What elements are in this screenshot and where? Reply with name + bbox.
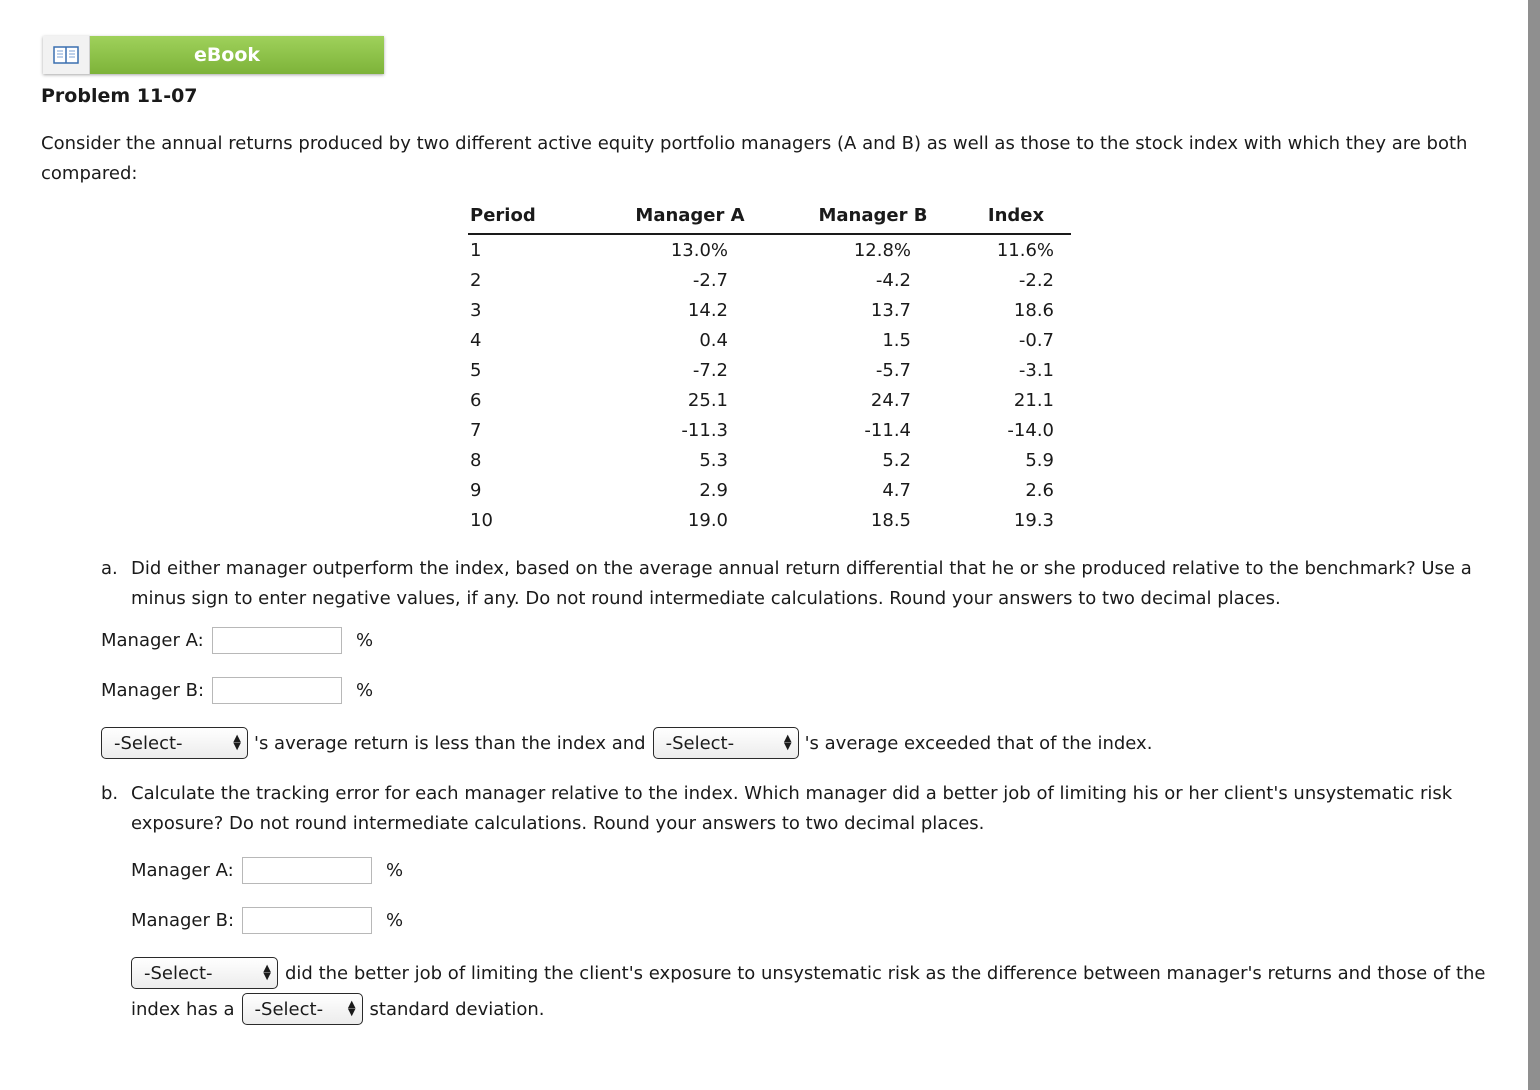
select-arrows-icon: ▲ ▼: [783, 733, 792, 752]
cell-manager-a: 13.0%: [670, 239, 728, 261]
part-a-select-2[interactable]: [653, 727, 799, 759]
part-b-marker: b.: [101, 783, 119, 804]
select-arrows-icon: ▲ ▼: [233, 733, 241, 752]
cell-manager-b-cell: [785, 475, 961, 505]
cell-manager-b: 18.5: [870, 509, 911, 531]
cell-index-cell: [961, 295, 1071, 325]
cell-manager-b: -4.2: [875, 269, 911, 291]
header-manager-a: Manager A: [595, 205, 785, 234]
part-a-manager-b-row: [101, 677, 373, 704]
cell-manager-a: 5.3: [699, 449, 728, 471]
part-b-text: Calculate the tracking error for each manager relative to the index. Which manager did a better job of limiting his or her client's unsystematic risk exposure? Do not round intermediate calculations. Round your answers to two decimal places.: [131, 783, 1453, 834]
returns-table: [468, 205, 1071, 535]
part-b-select-line-2: [131, 993, 545, 1025]
cell-manager-b-cell: [785, 234, 961, 265]
cell-manager-b-cell: [785, 325, 961, 355]
cell-period: 4: [470, 329, 482, 351]
part-a-question: [101, 554, 1501, 614]
part-b-select-1[interactable]: [131, 957, 278, 989]
cell-index: 18.6: [1013, 299, 1054, 321]
cell-manager-a: -7.2: [692, 359, 728, 381]
select-value: -Select-: [114, 732, 183, 754]
part-b-manager-a-row: [131, 857, 403, 884]
cell-manager-a-cell: [595, 234, 785, 265]
part-a-select-line: [101, 727, 1152, 759]
part-b-manager-b-input[interactable]: [242, 907, 372, 934]
cell-manager-a: 19.0: [687, 509, 728, 531]
part-b-select-2[interactable]: [242, 993, 363, 1025]
table-row: [468, 295, 1071, 325]
cell-manager-b: 12.8%: [853, 239, 911, 261]
table-row: [468, 234, 1071, 265]
cell-index: 19.3: [1013, 509, 1054, 531]
table-row: [468, 475, 1071, 505]
table-row: [468, 355, 1071, 385]
open-book-icon: [43, 36, 90, 74]
cell-period: 1: [470, 239, 482, 261]
problem-title: Problem 11-07: [41, 85, 198, 107]
part-a-text-after-select-1: 's average return is less than the index and: [254, 732, 646, 754]
cell-period: 8: [470, 449, 482, 471]
cell-manager-b-cell: [785, 295, 961, 325]
select-value: -Select-: [254, 998, 324, 1020]
cell-index: -2.2: [1018, 269, 1054, 291]
header-manager-b: Manager B: [785, 205, 961, 234]
header-period: Period: [468, 205, 595, 234]
cell-index: -14.0: [1007, 419, 1054, 441]
cell-manager-b: -11.4: [864, 419, 911, 441]
select-arrows-icon: ▲ ▼: [263, 963, 271, 982]
cell-index: -3.1: [1018, 359, 1054, 381]
cell-manager-a-cell: [595, 325, 785, 355]
cell-index: 11.6%: [996, 239, 1054, 261]
cell-index-cell: [961, 445, 1071, 475]
header-index: Index: [961, 205, 1071, 234]
cell-index-cell: [961, 234, 1071, 265]
cell-period: 2: [470, 269, 482, 291]
cell-manager-b: 5.2: [882, 449, 911, 471]
percent-unit: %: [356, 680, 374, 701]
table-row: [468, 445, 1071, 475]
select-arrows-icon: ▲ ▼: [347, 999, 356, 1018]
cell-period: 5: [470, 359, 482, 381]
select-value: -Select-: [665, 732, 735, 754]
cell-manager-b: -5.7: [875, 359, 911, 381]
cell-manager-a: 14.2: [687, 299, 728, 321]
cell-manager-a: 2.9: [699, 479, 728, 501]
scrollbar-track[interactable]: [1528, 0, 1540, 1090]
cell-manager-a: 0.4: [699, 329, 728, 351]
cell-manager-a: 25.1: [687, 389, 728, 411]
cell-manager-b-cell: [785, 445, 961, 475]
cell-manager-a-cell: [595, 265, 785, 295]
table-row: [468, 385, 1071, 415]
cell-manager-a: -11.3: [681, 419, 728, 441]
part-b-manager-b-row: [131, 907, 403, 934]
cell-manager-b: 1.5: [882, 329, 911, 351]
table-row: [468, 265, 1071, 295]
cell-manager-b-cell: [785, 385, 961, 415]
cell-manager-a-cell: [595, 505, 785, 535]
ebook-button[interactable]: [43, 36, 384, 74]
part-b-manager-b-label: Manager B:: [131, 910, 235, 931]
cell-index-cell: [961, 415, 1071, 445]
table-row: [468, 415, 1071, 445]
part-b-select-line-1: [131, 957, 1486, 989]
cell-index-cell: [961, 325, 1071, 355]
percent-unit: %: [386, 910, 404, 931]
cell-period: 10: [470, 509, 493, 531]
part-a-manager-a-row: [101, 627, 373, 654]
cell-manager-b: 24.7: [870, 389, 911, 411]
cell-manager-b: 13.7: [870, 299, 911, 321]
table-header-row: [468, 205, 1071, 234]
ebook-label: eBook: [90, 36, 384, 74]
cell-index: 2.6: [1025, 479, 1054, 501]
part-a-manager-a-label: Manager A:: [101, 630, 204, 651]
cell-index: 21.1: [1013, 389, 1054, 411]
cell-manager-a-cell: [595, 295, 785, 325]
part-a-manager-a-input[interactable]: [212, 627, 342, 654]
problem-intro: Consider the annual returns produced by two different active equity portfolio managers (A and B) as well as those to the stock index with which they are both compared:: [41, 133, 1468, 184]
cell-manager-b: 4.7: [882, 479, 911, 501]
cell-index-cell: [961, 505, 1071, 535]
cell-index-cell: [961, 265, 1071, 295]
cell-manager-a-cell: [595, 385, 785, 415]
part-a-manager-b-label: Manager B:: [101, 680, 205, 701]
cell-manager-a-cell: [595, 355, 785, 385]
cell-period: 7: [470, 419, 482, 441]
cell-index-cell: [961, 475, 1071, 505]
cell-index: -0.7: [1018, 329, 1054, 351]
percent-unit: %: [356, 630, 374, 651]
part-b-text-after-select-2: standard deviation.: [369, 998, 545, 1020]
part-a-select-1[interactable]: [101, 727, 248, 759]
cell-manager-a-cell: [595, 415, 785, 445]
part-a-manager-b-input[interactable]: [212, 677, 342, 704]
part-b-question: [101, 779, 1501, 839]
part-b-manager-a-label: Manager A:: [131, 860, 234, 881]
cell-manager-a-cell: [595, 475, 785, 505]
part-b-manager-a-input[interactable]: [242, 857, 372, 884]
cell-manager-b-cell: [785, 265, 961, 295]
cell-manager-b-cell: [785, 415, 961, 445]
part-a-text: Did either manager outperform the index, based on the average annual return differential that he or she produced relative to the benchmark? Use a minus sign to enter negative values, if any. Do not round intermediate calculations. Round your answers to two decimal places.: [131, 558, 1472, 609]
part-a-marker: a.: [101, 558, 118, 579]
part-b-text-before-select-2: index has a: [131, 998, 235, 1020]
cell-index-cell: [961, 355, 1071, 385]
cell-period: 3: [470, 299, 482, 321]
cell-index: 5.9: [1025, 449, 1054, 471]
cell-manager-b-cell: [785, 505, 961, 535]
select-value: -Select-: [144, 962, 213, 984]
cell-manager-a-cell: [595, 445, 785, 475]
cell-period: 6: [470, 389, 482, 411]
table-row: [468, 325, 1071, 355]
table-row: [468, 505, 1071, 535]
cell-period: 9: [470, 479, 482, 501]
cell-index-cell: [961, 385, 1071, 415]
part-a-text-after-select-2: 's average exceeded that of the index.: [804, 732, 1153, 754]
scrollbar-thumb[interactable]: [1528, 0, 1540, 1090]
cell-manager-b-cell: [785, 355, 961, 385]
part-b-text-after-select-1: did the better job of limiting the client's exposure to unsystematic risk as the difference between manager's returns and those of the: [285, 962, 1486, 984]
cell-manager-a: -2.7: [692, 269, 728, 291]
percent-unit: %: [386, 860, 404, 881]
